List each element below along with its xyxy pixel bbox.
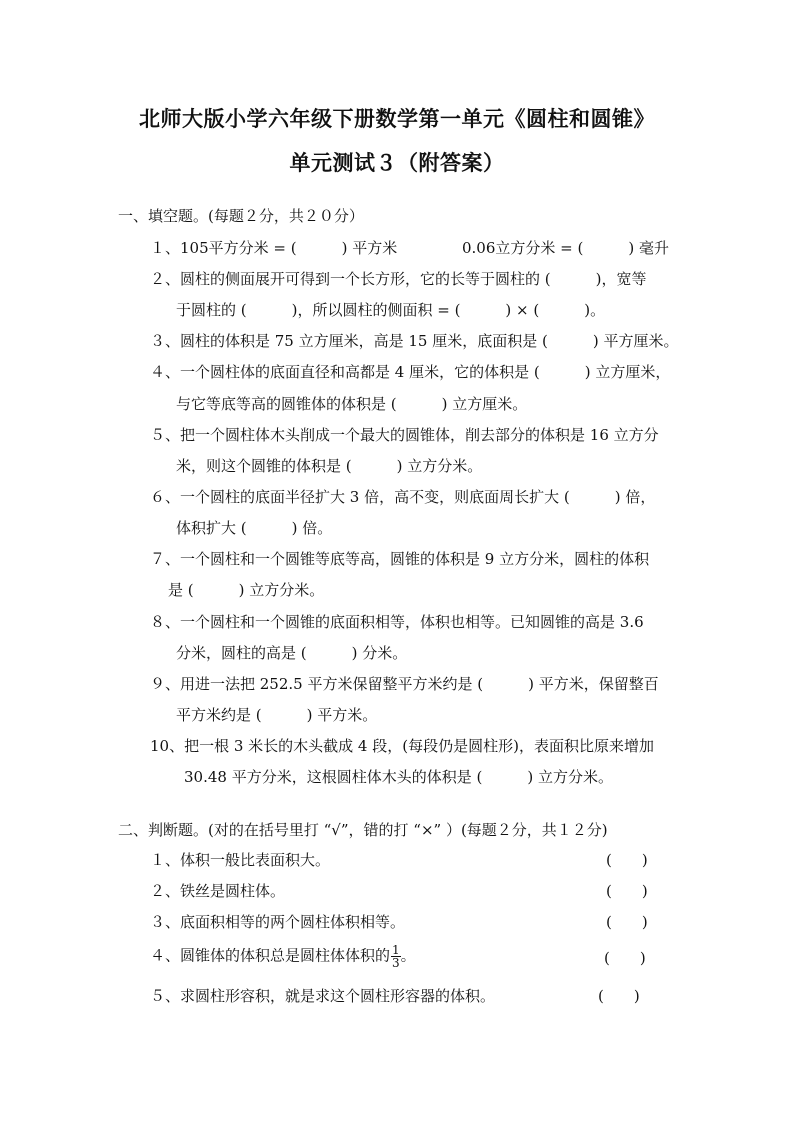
fraction-denominator: 3	[392, 956, 400, 970]
q10-line1: 10、把一根 3 米长的木头截成 4 段，(每段仍是圆柱形)，表面积比原来增加	[150, 737, 654, 755]
judge-item-3: ３、底面积相等的两个圆柱体积相等。	[150, 913, 406, 931]
judge-answer-paren-4[interactable]: ( )	[604, 949, 646, 967]
q2-line1: ２、圆柱的侧面展开可得到一个长方形，它的长等于圆柱的 ( )，宽等	[150, 270, 647, 288]
q7-line1: ７、一个圆柱和一个圆锥等底等高，圆锥的体积是 9 立方分米，圆柱的体积	[150, 550, 650, 568]
q4-line2: 与它等底等高的圆锥体的体积是 ( ) 立方厘米。	[176, 395, 528, 413]
judge-item-1: １、体积一般比表面积大。	[150, 851, 331, 869]
q8-line2: 分米，圆柱的高是 ( ) 分米。	[176, 644, 408, 662]
q5-line1: ５、把一个圆柱体木头削成一个最大的圆锥体，削去部分的体积是 16 立方分	[150, 426, 659, 444]
q3-line: ３、圆柱的体积是 75 立方厘米，高是 15 厘米，底面积是 ( ) 平方厘米。	[150, 332, 679, 350]
document-title-line1: 北师大版小学六年级下册数学第一单元《圆柱和圆锥》	[139, 106, 655, 131]
q6-line1: ６、一个圆柱的底面半径扩大 3 倍，高不变，则底面周长扩大 ( ) 倍，	[150, 488, 656, 506]
q8-line1: ８、一个圆柱和一个圆锥的底面积相等，体积也相等。已知圆锥的高是 3.6	[150, 613, 644, 631]
q5-line2: 米，则这个圆锥的体积是 ( ) 立方分米。	[176, 457, 483, 475]
one-third-fraction	[391, 944, 401, 969]
q1-line: １、105平方分米 = ( ) 平方米 0.06立方分米 = ( ) 毫升	[150, 239, 669, 257]
q9-line2: 平方米约是 ( ) 平方米。	[176, 706, 378, 724]
judge-answer-paren-1[interactable]: ( )	[606, 851, 648, 869]
q6-line2: 体积扩大 ( ) 倍。	[176, 519, 333, 537]
judge-answer-paren-5[interactable]: ( )	[598, 987, 640, 1005]
judge-item-4	[150, 944, 416, 969]
q9-line1: ９、用进一法把 252.5 平方米保留整平方米约是 ( ) 平方米，保留整百	[150, 675, 659, 693]
judge-answer-paren-2[interactable]: ( )	[606, 882, 648, 900]
judge-item-5: ５、求圆柱形容积，就是求这个圆柱形容器的体积。	[150, 987, 496, 1005]
judge-answer-paren-3[interactable]: ( )	[606, 913, 648, 931]
q2-line2: 于圆柱的 ( )，所以圆柱的侧面积 = ( ) × ( )。	[176, 301, 606, 319]
section2-heading: 二、判断题。(对的在括号里打 “√”，错的打 “×” ）(每题２分，共１２分)	[118, 821, 608, 839]
judge-item-4-suffix: 。	[400, 946, 416, 965]
section1-heading: 一、填空题。(每题２分，共２０分）	[118, 207, 364, 225]
q7-line2: 是 ( ) 立方分米。	[168, 581, 325, 599]
judge-item-2: ２、铁丝是圆柱体。	[150, 882, 286, 900]
judge-item-4-text: ４、圆锥体的体积总是圆柱体体积的	[150, 946, 391, 965]
fraction-numerator: 1	[392, 943, 400, 957]
document-title-line2: 单元测试３（附答案）	[289, 150, 505, 175]
q4-line1: ４、一个圆柱体的底面直径和高都是 4 厘米，它的体积是 ( ) 立方厘米，	[150, 363, 671, 381]
q10-line2: 30.48 平方分米，这根圆柱体木头的体积是 ( ) 立方分米。	[184, 768, 613, 786]
